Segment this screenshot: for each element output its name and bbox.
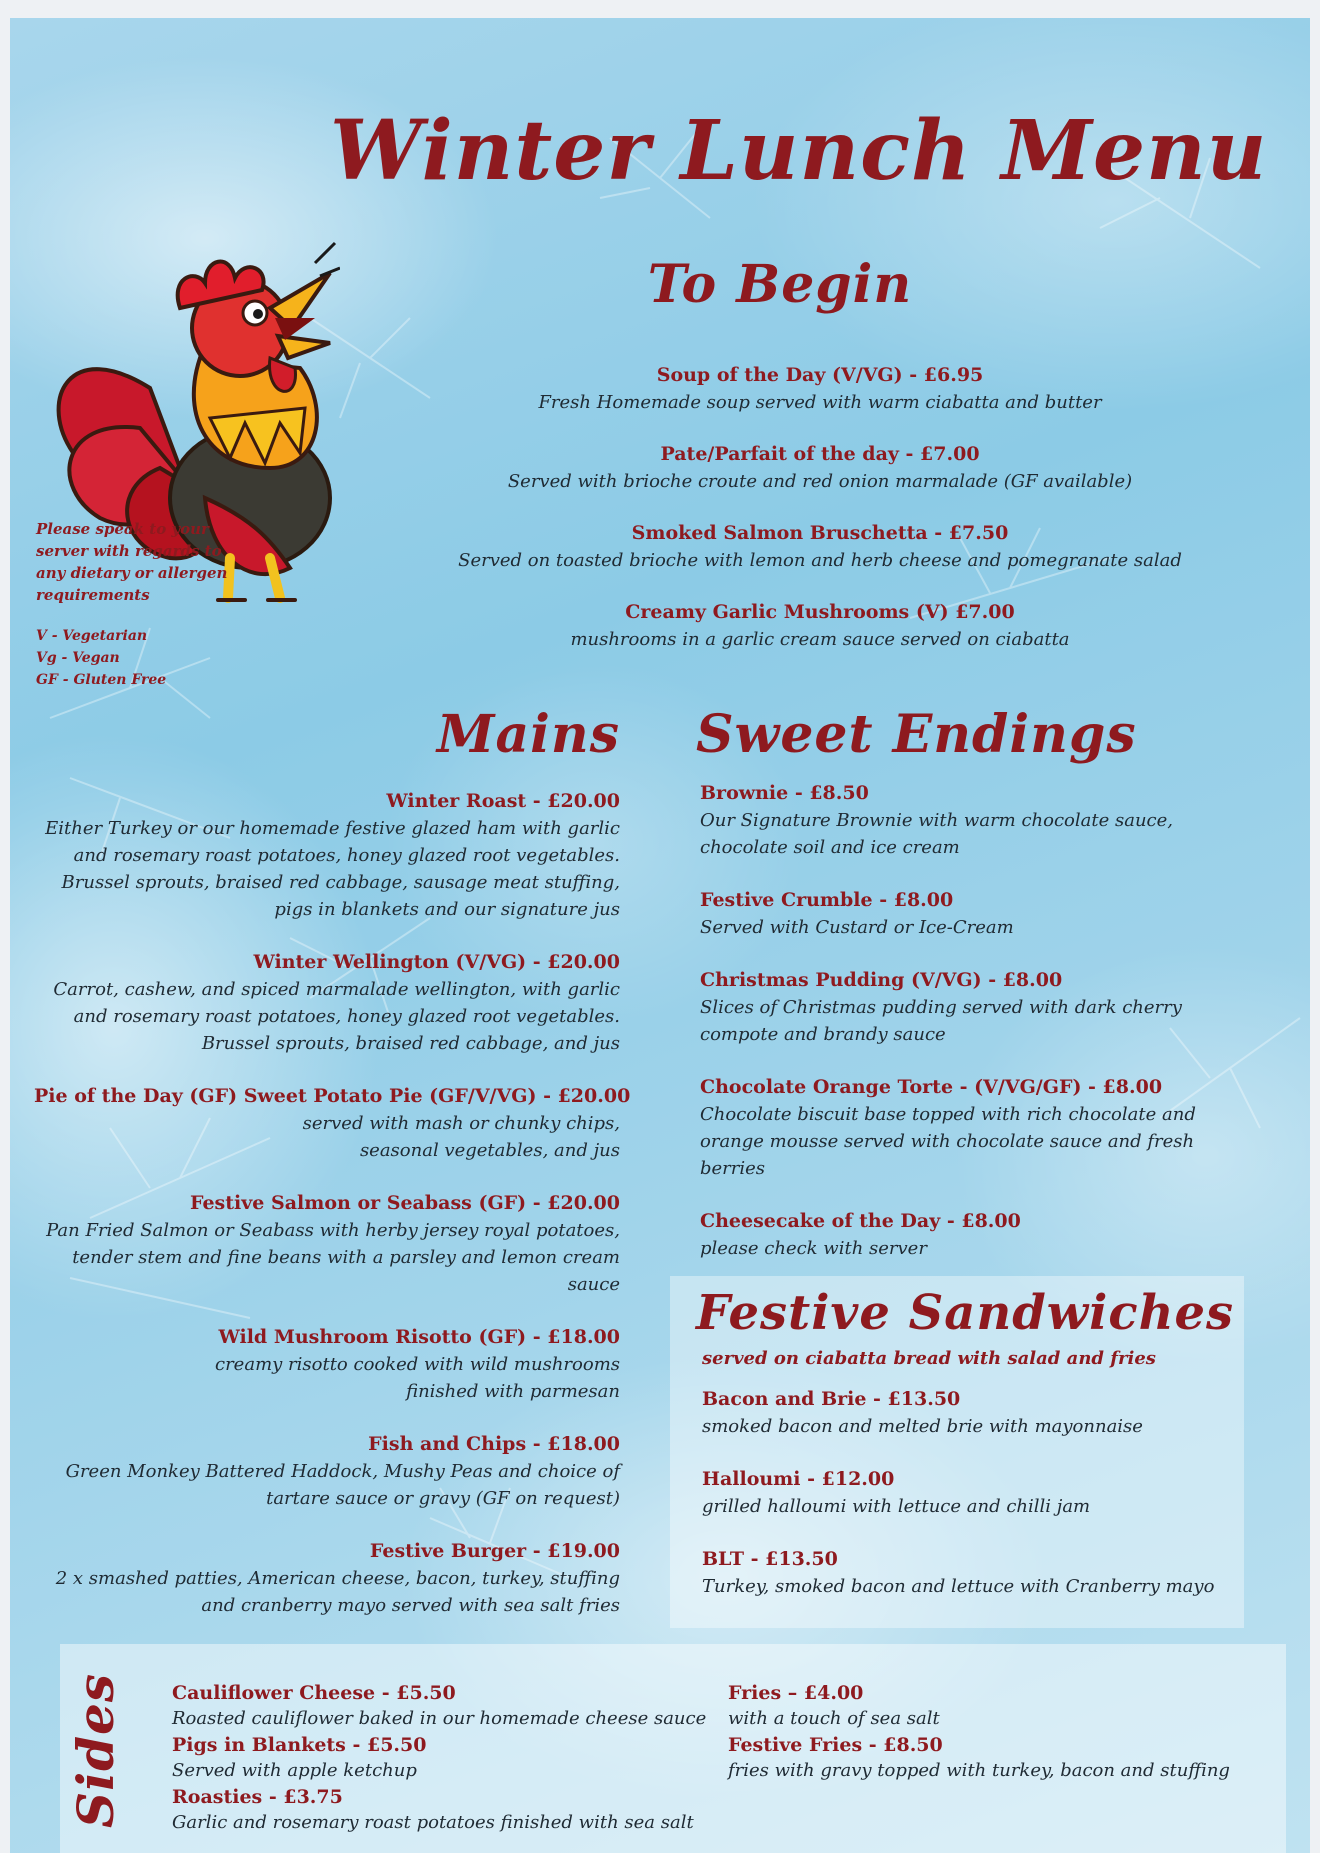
item-description: fries with gravy topped with turkey, bacon and stuffing — [728, 1760, 1230, 1781]
item-description: 2 x smashed patties, American cheese, bacon, turkey, stuffing and cranberry mayo served with sea salt fries — [55, 1568, 620, 1616]
item-name: Pate/Parfait of the day - £7.00 — [660, 443, 980, 465]
item-name: Winter Wellington (V/VG) - £20.00 — [253, 951, 620, 973]
item-name: Cauliflower Cheese - £5.50 — [172, 1682, 456, 1704]
sandwiches-section — [702, 1386, 1242, 1626]
to-begin-section — [390, 362, 1250, 678]
sides-right-column — [728, 1680, 1268, 1784]
menu-page — [10, 18, 1310, 1853]
menu-item — [700, 887, 1260, 941]
sides-heading: Sides — [66, 1672, 125, 1828]
item-description: Served on toasted brioche with lemon and herb cheese and pomegranate salad — [458, 550, 1182, 571]
item-name: BLT - £13.50 — [702, 1548, 838, 1570]
item-description: creamy risotto cooked with wild mushrooms finished with parmesan — [215, 1354, 620, 1402]
item-name: Creamy Garlic Mushrooms (V) £7.00 — [625, 601, 1015, 623]
menu-item — [700, 967, 1260, 1048]
item-description: Chocolate biscuit base topped with rich chocolate and orange mousse served with chocolate sauce and fresh berries — [700, 1104, 1196, 1179]
item-name: Smoked Salmon Bruschetta - £7.50 — [631, 522, 1009, 544]
menu-item — [702, 1466, 1242, 1520]
item-name: Cheesecake of the Day - £8.00 — [700, 1210, 1021, 1232]
side-item — [728, 1680, 1268, 1732]
menu-item — [390, 441, 1250, 495]
item-description: Our Signature Brownie with warm chocolate sauce, chocolate soil and ice cream — [700, 810, 1174, 858]
menu-item — [34, 1083, 631, 1164]
to-begin-heading: To Begin — [647, 254, 913, 315]
menu-item — [702, 1386, 1242, 1440]
item-name: Wild Mushroom Risotto (GF) - £18.00 — [218, 1326, 620, 1348]
sides-left-column — [172, 1680, 732, 1836]
item-description: Either Turkey or our homemade festive glazed ham with garlic and rosemary roast potatoes, honey glazed root vegetables. Brussel sprouts, braised red cabbage, sausage meat stuffing, pigs in blankets and our signature jus — [45, 818, 620, 920]
menu-title: Winter Lunch Menu — [330, 103, 1268, 199]
legend-vegetarian: V - Vegetarian — [36, 628, 148, 644]
item-description: Fresh Homemade soup served with warm ciabatta and butter — [538, 392, 1102, 413]
item-description: Carrot, cashew, and spiced marmalade wellington, with garlic and rosemary roast potatoes, honey glazed root vegetables. Brussel sprouts, braised red cabbage, and jus — [53, 979, 620, 1054]
item-name: Festive Salmon or Seabass (GF) - £20.00 — [190, 1192, 620, 1214]
mains-heading: Mains — [436, 704, 620, 765]
legend-vegan: Vg - Vegan — [36, 650, 120, 666]
item-description: Garlic and rosemary roast potatoes finished with sea salt — [172, 1812, 694, 1833]
item-description: Slices of Christmas pudding served with dark cherry compote and brandy sauce — [700, 997, 1182, 1045]
item-description: mushrooms in a garlic cream sauce served on ciabatta — [570, 629, 1070, 650]
item-description: grilled halloumi with lettuce and chilli jam — [702, 1496, 1091, 1517]
menu-item — [700, 780, 1260, 861]
item-name: Festive Burger - £19.00 — [369, 1540, 620, 1562]
mains-section — [34, 788, 631, 1645]
item-name: Pie of the Day (GF) Sweet Potato Pie (GF/V/VG) - £20.00 — [34, 1085, 631, 1107]
item-description: Pan Fried Salmon or Seabass with herby jersey royal potatoes, tender stem and fine beans with a parsley and lemon cream sauce — [46, 1220, 620, 1295]
item-description: Roasted cauliflower baked in our homemade cheese sauce — [172, 1708, 707, 1729]
item-name: Bacon and Brie - £13.50 — [702, 1388, 961, 1410]
allergen-notice: Please speak to your server with regards to any dietary or allergen requirements — [36, 520, 228, 604]
item-name: Christmas Pudding (V/VG) - £8.00 — [700, 969, 1063, 991]
item-name: Pigs in Blankets - £5.50 — [172, 1734, 427, 1756]
menu-item — [700, 1074, 1260, 1182]
festive-sandwiches-heading: Festive Sandwiches — [696, 1285, 1235, 1341]
menu-item — [34, 1324, 620, 1405]
item-name: Winter Roast - £20.00 — [386, 790, 620, 812]
dietary-legend — [36, 625, 236, 691]
item-description: served with mash or chunky chips, seasonal vegetables, and jus — [302, 1113, 620, 1161]
item-name: Fries – £4.00 — [728, 1682, 864, 1704]
menu-item — [34, 1431, 620, 1512]
item-name: Festive Fries - £8.50 — [728, 1734, 943, 1756]
item-name: Fish and Chips - £18.00 — [368, 1433, 620, 1455]
item-description: Green Monkey Battered Haddock, Mushy Peas and choice of tartare sauce or gravy (GF on request) — [65, 1461, 620, 1509]
item-description: Served with brioche croute and red onion marmalade (GF available) — [507, 471, 1133, 492]
menu-item — [34, 949, 620, 1057]
sweet-endings-section — [700, 780, 1260, 1288]
menu-item — [34, 788, 620, 923]
item-name: Festive Crumble - £8.00 — [700, 889, 954, 911]
side-item — [172, 1732, 732, 1784]
item-description: smoked bacon and melted brie with mayonnaise — [702, 1416, 1143, 1437]
side-item — [172, 1680, 732, 1732]
side-item — [172, 1784, 732, 1836]
legend-gluten-free: GF - Gluten Free — [36, 672, 167, 688]
item-description: with a touch of sea salt — [728, 1708, 940, 1729]
sandwiches-subtitle: served on ciabatta bread with salad and fries — [702, 1348, 1156, 1369]
item-description: please check with server — [700, 1238, 927, 1259]
menu-item — [390, 520, 1250, 574]
item-name: Chocolate Orange Torte - (V/VG/GF) - £8.00 — [700, 1076, 1163, 1098]
menu-item — [390, 362, 1250, 416]
item-name: Brownie - £8.50 — [700, 782, 869, 804]
item-description: Served with Custard or Ice-Cream — [700, 917, 1014, 938]
menu-item — [34, 1190, 620, 1298]
item-name: Soup of the Day (V/VG) - £6.95 — [656, 364, 984, 386]
item-name: Roasties - £3.75 — [172, 1786, 343, 1808]
item-description: Turkey, smoked bacon and lettuce with Cranberry mayo — [702, 1576, 1215, 1597]
menu-item — [702, 1546, 1242, 1600]
item-description: Served with apple ketchup — [172, 1760, 417, 1781]
menu-item — [390, 599, 1250, 653]
menu-item — [700, 1208, 1260, 1262]
item-name: Halloumi - £12.00 — [702, 1468, 895, 1490]
sweet-endings-heading: Sweet Endings — [696, 704, 1137, 765]
menu-item — [34, 1538, 620, 1619]
side-item — [728, 1732, 1268, 1784]
